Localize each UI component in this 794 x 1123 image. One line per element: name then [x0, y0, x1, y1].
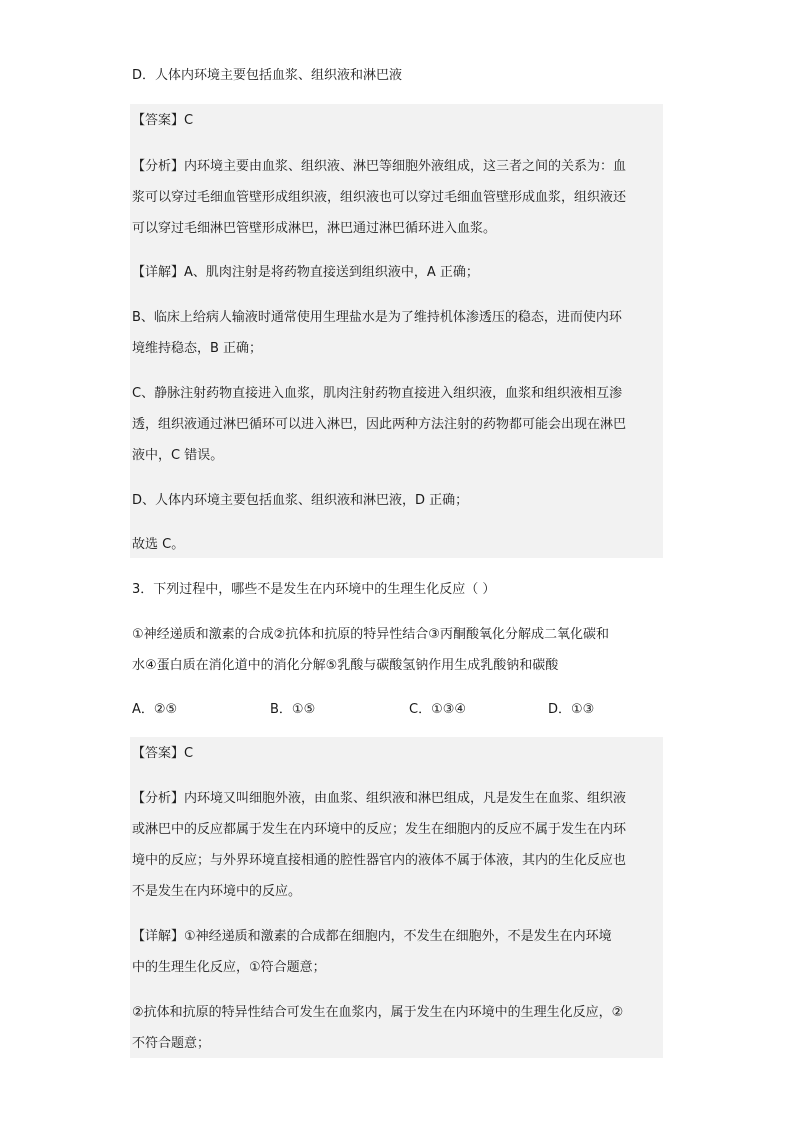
q3-answer: 【答案】C [132, 746, 194, 761]
q2-detail-c-line: 液中，C 错误。 [132, 448, 224, 463]
q3-option-b: B．①⑤ [270, 702, 316, 717]
q3-detail-1-line: 【详解】①神经递质和激素的合成都在细胞内，不发生在细胞外，不是发生在内环境 [132, 929, 612, 944]
q2-detail-b-line: B、临床上给病人输液时通常使用生理盐水是为了维持机体渗透压的稳态，进而使内环 [132, 310, 622, 325]
q2-conclusion: 故选 C。 [132, 537, 185, 552]
q2-detail-c-line: C、静脉注射药物直接进入血浆，肌肉注射药物直接进入组织液，血浆和组织液相互渗 [132, 386, 623, 401]
q3-items-line: ①神经递质和激素的合成②抗体和抗原的特异性结合③丙酮酸氧化分解成二氧化碳和 [132, 627, 609, 642]
option-d-text: D．人体内环境主要包括血浆、组织液和淋巴液 [132, 68, 403, 83]
q3-option-d: D．①③ [548, 702, 595, 717]
q2-analysis-line: 浆可以穿过毛细血管壁形成组织液，组织液也可以穿过毛细血管壁形成血浆，组织液还 [132, 190, 627, 205]
q2-detail-d: D、人体内环境主要包括血浆、组织液和淋巴液，D 正确； [132, 493, 469, 508]
q2-analysis-line: 【分析】内环境主要由血浆、组织液、淋巴等细胞外液组成，这三者之间的关系为：血 [132, 159, 627, 174]
q3-items-line: 水④蛋白质在消化道中的消化分解⑤乳酸与碳酸氢钠作用生成乳酸钠和碳酸 [132, 658, 559, 673]
q3-stem: 3．下列过程中，哪些不是发生在内环境中的生理生化反应（ ） [132, 582, 496, 597]
q3-analysis-line: 境中的反应；与外界环境直接相通的腔性器官内的液体不属于体液，其内的生化反应也 [132, 853, 627, 868]
q3-analysis-line: 【分析】内环境又叫细胞外液，由血浆、组织液和淋巴组成，凡是发生在血浆、组织液 [132, 791, 627, 806]
q2-analysis-line: 可以穿过毛细淋巴管壁形成淋巴，淋巴通过淋巴循环进入血浆。 [132, 221, 497, 236]
q3-option-a: A．②⑤ [132, 702, 178, 717]
q3-detail-1-line: 中的生理生化反应，①符合题意； [132, 960, 326, 975]
q2-answer: 【答案】C [132, 113, 194, 128]
q3-option-c: C．①③④ [409, 702, 467, 717]
q3-detail-2-line: ②抗体和抗原的特异性结合可发生在血浆内，属于发生在内环境中的生理生化反应，② [132, 1005, 624, 1020]
q3-analysis-line: 或淋巴中的反应都属于发生在内环境中的反应；发生在细胞内的反应不属于发生在内环 [132, 822, 627, 837]
q2-detail-a: 【详解】A、肌肉注射是将药物直接送到组织液中，A 正确； [132, 265, 479, 280]
q3-detail-2-line: 不符合题意； [132, 1036, 211, 1051]
q3-analysis-line: 不是发生在内环境中的反应。 [132, 884, 302, 899]
q2-detail-c-line: 透，组织液通过淋巴循环可以进入淋巴，因此两种方法注射的药物都可能会出现在淋巴 [132, 417, 627, 432]
q2-detail-b-line: 境维持稳态，B 正确； [132, 341, 263, 356]
